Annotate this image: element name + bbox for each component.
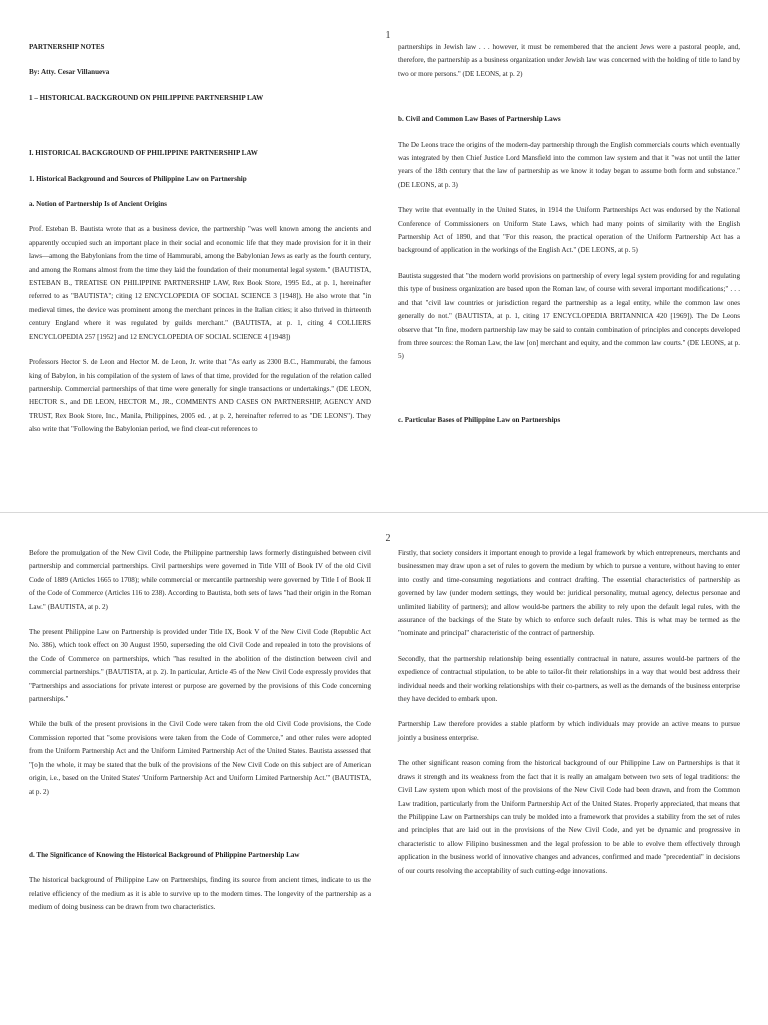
- paragraph: The De Leons trace the origins of the modern-day partnership through the English commercials courts which eventually was integrated by then Chief Justice Lord Mansfield into the common law system and that it "was not until the latter years of the 18th century that the law of partnership as we know it today began to assume both form and substance." (DE LEONS, at p. 3): [398, 140, 740, 189]
- paragraph: The present Philippine Law on Partnership is provided under Title IX, Book V of the New Civil Code (Republic Act No. 386), which took effect on 30 August 1950, superseding the old Civil Code and repealed in toto the provisions of the Code of Commerce on partnerships, which "has resulted in the abolition of the distinction between civil and commercial partnerships." (BAUTISTA, at p. 2). In particular, Article 45 of the New Civil Code expressly provides that "Partnerships and associations for private interest or purpose are governed by the provisions of this Code concerning partnerships.": [29, 628, 371, 704]
- paragraph: Partnership Law therefore provides a stable platform by which individuals may provide an active means to pursue jointly a business enterprise.: [398, 720, 740, 742]
- document-page-2: [0, 512, 768, 1025]
- paragraph: They write that eventually in the United States, in 1914 the Uniform Partnerships Act was endorsed by the National Conference of Commissioners on Uniform State Laws, which had many points of similarity with the English Partnership Act of 1890, and that "For this reason, the practical operation of the Uniform Partnership Act has a background of application in the workings of the English Act." (DE LEONS, at p. 5): [398, 206, 740, 255]
- page-1-right-column: [398, 41, 740, 439]
- heading-d: d. The Significance of Knowing the Historical Background of Philippine Partnership Law: [29, 850, 300, 859]
- document-title: PARTNERSHIP NOTES: [29, 43, 105, 51]
- section-heading: I. HISTORICAL BACKGROUND OF PHILIPPINE PARTNERSHIP LAW: [29, 149, 258, 158]
- paragraph: The historical background of Philippine Law on Partnerships, finding its source from ancient times, indicate to us the relative efficiency of the medium as it is able to survive up to the modern times. The longevity of the partnership as a medium of doing business can be drawn from two characteristics.: [29, 876, 371, 912]
- subsection-heading: 1. Historical Background and Sources of Philippine Law on Partnership: [29, 174, 247, 183]
- paragraph: Professors Hector S. de Leon and Hector M. de Leon, Jr. write that "As early as 2300 B.C., Hammurabi, the famous king of Babylon, in his compilation of the system of laws of that time, provided for the regulation of the relation called partnership. Commercial partnerships of that time were generally for single transactions or undertakings." (DE LEON, HECTOR S., and DE LEON, HECTOR M., JR., COMMENTS AND CASES ON PARTNERSHIP, AGENCY AND TRUST, Rex Book Store, Inc., Manila, Philippines, 2005 ed. , at p. 2, hereinafter referred to as "DE LEONS"). They also write that "Following the Babylonian period, we find clear-cut references to: [29, 358, 371, 434]
- document-author: By: Atty. Cesar Villanueva: [29, 68, 110, 77]
- page-number: 2: [385, 533, 391, 544]
- page-1-left-column: [29, 41, 371, 449]
- paragraph: The other significant reason coming from the historical background of our Philippine Law on Partnerships is that it draws it strength and its weakness from the fact that it is really an amalgam between two sets of legal traditions: the Civil Law system upon which most of the provisions of the New Civil Code had been drawn, and from the Common Law tradition, particularly from the Uniform Partnership Act of the United States. Properly appreciated, that means that the Philippine Law on Partnerships can truly be molded into a framework that provides a stability from the set of rules and principles that are laid out in the provisions of the New Civil Code, and yet be dynamic and progressive in characteristic to allow Filipino businessmen and the legal profession to be able to evolve them effectively through application in the business world of innovative changes and advances, confirmed and made "precedential" in decisions of our courts resolving the acceptability of such cutting-edge innovations.: [398, 759, 740, 875]
- paragraph: partnerships in Jewish law . . . however, it must be remembered that the ancient Jews were a pastoral people, and, therefore, the partnership as a business organization under Jewish law was concerned with the holding of title to land by two or more persons." (DE LEONS, at p. 2): [398, 43, 740, 78]
- heading-c: c. Particular Bases of Philippine Law on Partnerships: [398, 415, 561, 424]
- page-number: 1: [385, 30, 391, 41]
- chapter-heading: 1 – HISTORICAL BACKGROUND ON PHILIPPINE PARTNERSHIP LAW: [29, 93, 264, 102]
- paragraph: Firstly, that society considers it important enough to provide a legal framework by which entrepreneurs, merchants and businessmen may draw upon a set of rules to govern the medium by which to pursue a venture, without having to enter into costly and time-consuming negotiations and contract drafting. The essential characteristics of partnership as governed by law (under modern settings, they would be: juridical personality, mutual agency, delectus personae and unlimited liability of partners); and allow would-be partners the ability to rely upon the default legal rules, with the assurance of the backings of the State by which to enforce such default rules. This is what may be termed as the "nominate and principal" characteristic of the contract of partnership.: [398, 549, 740, 638]
- paragraph: Before the promulgation of the New Civil Code, the Philippine partnership laws formerly distinguished between civil partnership and commercial partnerships. Civil partnerships were governed in Title VIII of Book IV of the old Civil Code of 1889 (Articles 1665 to 1708); while commercial or mercantile partnership were governed by Title I of Book II of the Code of Commerce (Articles 116 to 238). According to Bautista, both sets of laws "had their origin in the Roman Law." (BAUTISTA, at p. 2): [29, 549, 371, 611]
- page-2-right-column: [398, 547, 740, 890]
- paragraph: Prof. Esteban B. Bautista wrote that as a business device, the partnership "was well known among the ancients and apparently occupied such an important place in their social and economic life that they made provision for it in their laws—among the Babylonians from the time of Hammurabi, among the Babylonian Jews as early as the fourth century, and among the Romans almost from the time they laid the foundation of their monumental legal system." (BAUTISTA, ESTEBAN B., TREATISE ON PHILIPPINE PARTNERSHIP LAW, Rex Book Store, 1995 Ed., at p. 1, hereinafter referred to as "BAUTISTA"; citing 12 ENCYCLOPEDIA OF SOCIAL SCIENCE 3 [1948]). He also wrote that "in medieval times, the device was prominent among the merchant princes in the Italian cities; it also thrived in thirteenth century England where it was regulated by guilds merchant." (BAUTISTA, at p. 1, citing 4 COLLIERS ENCYCLOPEDIA 257 [1952] and 12 ENCYCLOPEDIA OF SOCIAL SCIENCE 4 [1948]): [29, 225, 371, 341]
- page-2-left-column: [29, 547, 371, 927]
- paragraph: While the bulk of the present provisions in the Civil Code were taken from the old Civil Code provisions, the Code Commission reported that "some provisions were taken from the Code of Commerce," and other rules were adopted from the Uniform Partnership Act and the Uniform Limited Partnership Act of the United States. Bautista assessed that "[o]n the whole, it may be stated that the bulk of the provisions of the New Civil Code on this subject are of American origin, i.e., based on the United States' 'Uniform Partnership Act and Uniform Limited Partnership Act.'" (BAUTISTA, at p. 2): [29, 720, 371, 796]
- document-page-1: [0, 0, 768, 512]
- heading-a: a. Notion of Partnership Is of Ancient Origins: [29, 200, 167, 209]
- paragraph: Secondly, that the partnership relationship being essentially contractual in nature, assures would-be partners of the expedience of contractual stipulation, to be able to tailor-fit their relationships in a way that would best address their individual needs and their working relationships with their co-partners, as well as the demands of the business enterprise they have decided to embark upon.: [398, 654, 740, 704]
- heading-b: b. Civil and Common Law Bases of Partnership Laws: [398, 115, 561, 124]
- paragraph: Bautista suggested that "the modern world provisions on partnership of every legal system providing for and regulating this type of business organization are based upon the Roman law, of course with several important modifications;" . . . and that "civil law countries or jurisdiction regard the partnership as a legal entity, while the common law ones generally do not." (BAUTISTA, at p. 1, citing 17 ENCYCLOPEDIA BRITANNICA 420 [1969]). The De Leons observe that "In fine, modern partnership law may be said to contain combination of principles and concepts developed from three sources: the Roman Law, the law [on] merchant and equity, and the common law courts." (DE LEONS, at p. 5): [398, 271, 740, 361]
